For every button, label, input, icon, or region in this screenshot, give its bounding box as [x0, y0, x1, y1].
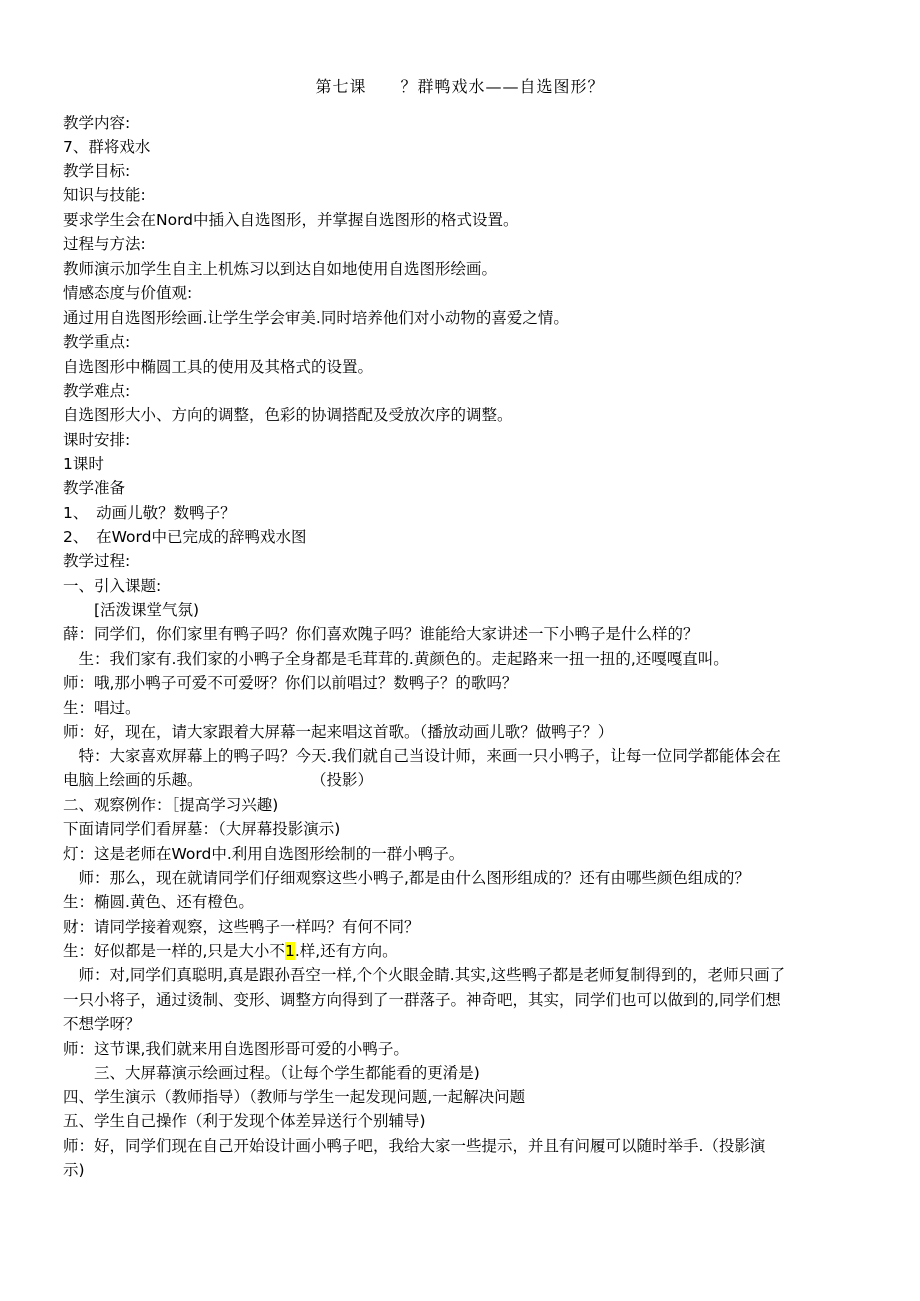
- text-segment: 生：好似都是一样的,只是大小不: [63, 942, 285, 960]
- text-line: 三、大屏幕演示绘画过程。（让每个学生都能看的更淆是): [63, 1064, 480, 1082]
- text-line: 过程与方法:: [63, 235, 146, 253]
- text-line: 2、 在Word中已完成的辞鸭戏水图: [63, 528, 307, 546]
- text-line: 自选图形大小、方向的调整，色彩的协调搭配及受放次序的调整。: [63, 406, 513, 424]
- text-line: 下面请同学们看屏墓：（大屏幕投影演示): [63, 820, 341, 838]
- text-line: 要求学生会在Nord中插入自选图形，并掌握自选图形的格式设置。: [63, 211, 519, 229]
- text-line: 教学内容:: [63, 114, 131, 132]
- text-line: 师：好，现在，请大家跟着大屏幕一起来唱这首歌。（播放动画儿歌？做鸭子？）: [63, 723, 614, 741]
- text-line: 灯：这是老师在Word中.利用自选图形绘制的一群小鸭子。: [63, 845, 465, 863]
- text-line: [63, 939, 398, 963]
- text-line: 师：好，同学们现在自己开始设计画小鸭子吧，我给大家一些提示，并且有问履可以随时举手.（投影演: [63, 1137, 766, 1155]
- text-line: 教学准备: [63, 479, 126, 497]
- text-line: 电脑上绘画的乐趣。 （投影）: [63, 771, 374, 789]
- text-line: 一、引入课题:: [63, 577, 162, 595]
- text-line: 情感态度与价值观:: [63, 284, 193, 302]
- text-line: 生：唱过。: [63, 699, 141, 717]
- text-line: 课时安排:: [63, 431, 131, 449]
- text-line: 7、群将戏水: [63, 138, 151, 156]
- page-title: 第七课 ？群鸭戏水——自选图形？: [315, 77, 605, 96]
- text-line: 薛：同学们，你们家里有鸭子吗？你们喜欢隗子吗？谁能给大家讲述一下小鸭子是什么样的？: [63, 625, 699, 643]
- text-line: 特：大家喜欢屏幕上的鸭子吗？今天.我们就自己当设计师，来画一只小鸭子，让每一位同学都能体会在: [63, 747, 781, 765]
- text-line: 教学难点:: [63, 382, 131, 400]
- text-line: 教学重点:: [63, 333, 131, 351]
- text-line: 1课时: [63, 455, 104, 473]
- text-line: 1、 动画儿敬？数鸭子？: [63, 504, 236, 522]
- text-line: 师：哦,那小鸭子可爱不可爱呀？你们以前唱过？数鸭子？的歌吗？: [63, 674, 518, 692]
- text-segment: .样,还有方向。: [294, 942, 398, 960]
- text-line: 财：请同学接着观察，这些鸭子一样吗？有何不同？: [63, 918, 420, 936]
- text-line: 教师演示加学生自主上机炼习以到达自如地使用自选图形绘画。: [63, 260, 498, 278]
- text-line: 生：我们家有.我们家的小鸭子全身都是毛茸茸的.黄颜色的。走起路来一扭一扭的,还嘎嘎直叫。: [63, 650, 729, 668]
- highlighted-text: 1: [284, 942, 295, 960]
- text-line: 师：对,同学们真聪明,真是跟孙吾空一样,个个火眼金睛.其实,这些鸭子都是老师复制得到的，老师只画了: [63, 966, 786, 984]
- text-line: 师：那么，现在就请同学们仔细观察这些小鸭子,都是由什么图形组成的？还有由哪些颜色组成的？: [63, 869, 750, 887]
- text-line: [活泼课堂气氛): [63, 601, 200, 619]
- text-line: 知识与技能:: [63, 186, 146, 204]
- text-line: 教学过程:: [63, 552, 131, 570]
- text-line: 二、观察例作：［提高学习兴趣): [63, 796, 279, 814]
- text-line: 自选图形中椭圆工具的使用及其格式的设置。: [63, 358, 374, 376]
- text-line: 不想学呀？: [63, 1015, 141, 1033]
- text-line: 一只小将子，通过烫制、变形、调整方向得到了一群落子。神奇吧，其实，同学们也可以做到的,同学们想: [63, 991, 781, 1009]
- text-line: 生：椭圆.黄色、还有橙色。: [63, 893, 254, 911]
- text-line: 四、学生演示（教师指导）（教师与学生一起发现问题,一起解决问题: [63, 1088, 526, 1106]
- text-line: 通过用自选图形绘画.让学生学会审美.同时培养他们对小动物的喜爱之情。: [63, 309, 569, 327]
- text-line: 示): [63, 1161, 85, 1179]
- text-line: 师：这节课,我们就来用自选图形哥可爱的小鸭子。: [63, 1040, 409, 1058]
- text-line: 教学目标:: [63, 162, 131, 180]
- text-line: 五、学生自己操作（利于发现个体差异送行个别辅导): [63, 1112, 426, 1130]
